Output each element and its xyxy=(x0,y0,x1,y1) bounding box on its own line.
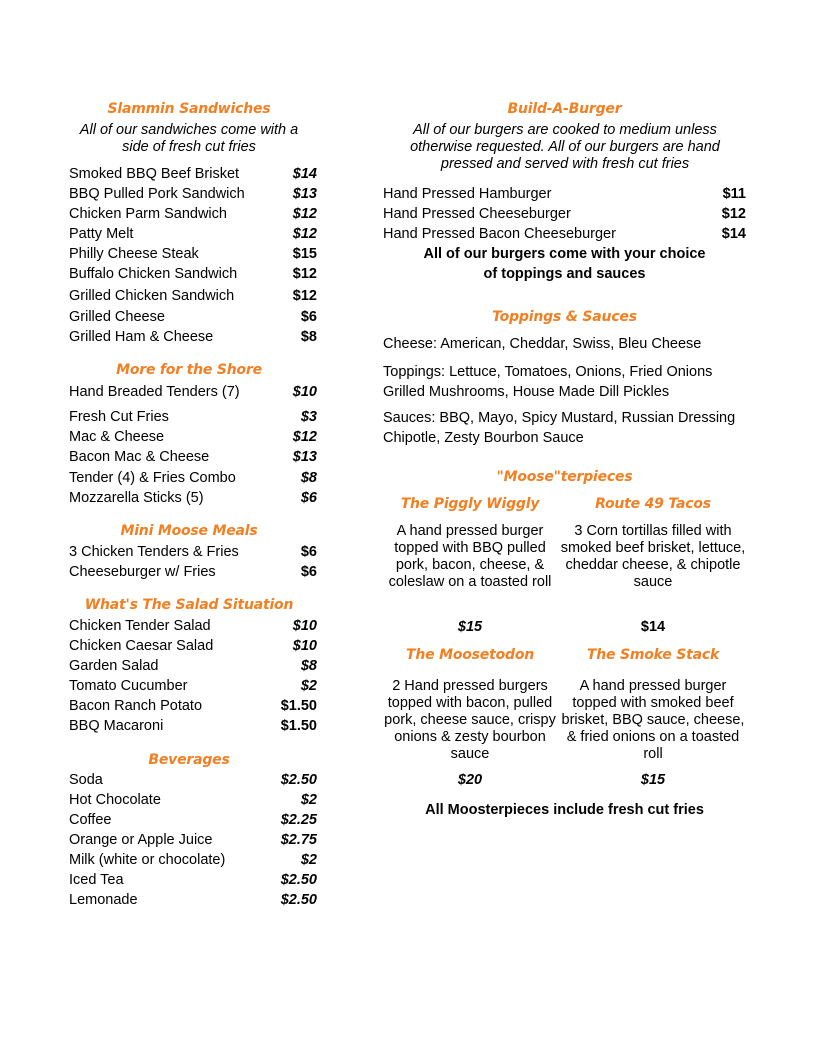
menu-item-name: BBQ Pulled Pork Sandwich xyxy=(69,186,245,202)
menu-item-price: $15 xyxy=(292,246,317,262)
menu-item-name: Orange or Apple Juice xyxy=(69,832,213,848)
special-title: The Piggly Wiggly xyxy=(400,496,540,512)
menu-item-name: Hand Breaded Tenders (7) xyxy=(69,384,240,400)
menu-item-name: Chicken Caesar Salad xyxy=(69,638,214,654)
special-description: 2 Hand pressed burgers topped with bacon, pulled pork, cheese sauce, crispy onions & zesty bourbon sauce xyxy=(384,678,556,762)
menu-item-name: Iced Tea xyxy=(69,872,124,888)
section-title-burger: Build-A-Burger xyxy=(507,101,622,117)
menu-item-name: Chicken Parm Sandwich xyxy=(69,206,227,222)
toppings-line1: Toppings: Lettuce, Tomatoes, Onions, Fried Onions xyxy=(383,364,713,380)
menu-item-name: Mozzarella Sticks (5) xyxy=(69,490,204,506)
menu-item-price: $12 xyxy=(292,206,317,222)
sauces-line2: Chipotle, Zesty Bourbon Sauce xyxy=(383,430,584,446)
menu-item-name: Buffalo Chicken Sandwich xyxy=(69,266,238,282)
menu-item-price: $6 xyxy=(300,544,317,560)
sauces-line1: Sauces: BBQ, Mayo, Spicy Mustard, Russian Dressing xyxy=(383,410,736,426)
special-description: 3 Corn tortillas filled with smoked beef brisket, lettuce, cheddar cheese, & chipotle sauce xyxy=(560,523,746,590)
special-description: A hand pressed burger topped with BBQ pulled pork, bacon, cheese, & coleslaw on a toasted roll xyxy=(388,523,552,590)
menu-item-name: 3 Chicken Tenders & Fries xyxy=(69,544,239,560)
special-price: $14 xyxy=(640,619,666,635)
menu-item-name: Tender (4) & Fries Combo xyxy=(69,470,236,486)
section-title-sandwiches: Slammin Sandwiches xyxy=(107,101,271,117)
section-title-beverages: Beverages xyxy=(148,752,230,768)
menu-item-name: Grilled Chicken Sandwich xyxy=(69,288,235,304)
menu-item-name: Smoked BBQ Beef Brisket xyxy=(69,166,240,182)
menu-item-name: Hand Pressed Hamburger xyxy=(383,186,552,202)
menu-item-price: $6 xyxy=(300,564,317,580)
menu-item-name: Garden Salad xyxy=(69,658,159,674)
menu-item-name: Grilled Cheese xyxy=(69,309,165,325)
menu-item-price: $2.50 xyxy=(280,892,317,908)
menu-item-price: $8 xyxy=(300,658,317,674)
menu-item-price: $2 xyxy=(300,792,317,808)
menu-item-price: $12 xyxy=(721,206,746,222)
menu-item-price: $8 xyxy=(300,329,317,345)
section-title-toppings: Toppings & Sauces xyxy=(492,309,637,325)
menu-item-name: Milk (white or chocolate) xyxy=(69,852,226,868)
special-title: The Smoke Stack xyxy=(586,647,720,663)
menu-item-name: Mac & Cheese xyxy=(69,429,165,445)
menu-item-name: Bacon Mac & Cheese xyxy=(69,449,210,465)
menu-item-price: $6 xyxy=(300,309,317,325)
section-title-salad: What's The Salad Situation xyxy=(84,597,294,613)
menu-item-name: BBQ Macaroni xyxy=(69,718,164,734)
sandwiches-note: All of our sandwiches come with a side of fresh cut fries xyxy=(79,122,299,155)
menu-item-price: $10 xyxy=(292,638,317,654)
menu-item-price: $2.50 xyxy=(280,872,317,888)
menu-item-price: $12 xyxy=(292,429,317,445)
menu-item-price: $11 xyxy=(722,186,746,202)
burger-choice-line2: of toppings and sauces xyxy=(483,266,646,282)
menu-item-name: Hot Chocolate xyxy=(69,792,161,808)
special-price: $20 xyxy=(457,772,483,788)
menu-item-price: $8 xyxy=(300,470,317,486)
moosterpieces-footer: All Moosterpieces include fresh cut fries xyxy=(425,802,704,818)
menu-item-price: $6 xyxy=(300,490,317,506)
menu-item-name: Soda xyxy=(69,772,103,788)
toppings-line2: Grilled Mushrooms, House Made Dill Pickles xyxy=(383,384,670,400)
menu-item-price: $1.50 xyxy=(280,698,317,714)
menu-item-price: $14 xyxy=(721,226,746,242)
special-title: Route 49 Tacos xyxy=(595,496,711,512)
menu-item-name: Bacon Ranch Potato xyxy=(69,698,203,714)
menu-item-name: Philly Cheese Steak xyxy=(69,246,199,262)
menu-item-price: $12 xyxy=(292,266,317,282)
cheese-options: Cheese: American, Cheddar, Swiss, Bleu Cheese xyxy=(383,336,702,352)
menu-item-name: Cheeseburger w/ Fries xyxy=(69,564,216,580)
menu-item-price: $10 xyxy=(292,384,317,400)
menu-item-price: $13 xyxy=(292,449,317,465)
menu-item-name: Hand Pressed Bacon Cheeseburger xyxy=(383,226,616,242)
menu-item-name: Grilled Ham & Cheese xyxy=(69,329,214,345)
special-description: A hand pressed burger topped with smoked beef brisket, BBQ sauce, cheese, & fried onions on a toasted roll xyxy=(561,678,745,762)
menu-item-name: Lemonade xyxy=(69,892,138,908)
burger-choice-line1: All of our burgers come with your choice xyxy=(423,246,706,262)
menu-item-price: $2.75 xyxy=(280,832,317,848)
section-title-mini: Mini Moose Meals xyxy=(120,523,258,539)
menu-item-name: Hand Pressed Cheeseburger xyxy=(383,206,571,222)
special-price: $15 xyxy=(640,772,666,788)
menu-item-price: $13 xyxy=(292,186,317,202)
menu-item-price: $2.50 xyxy=(280,772,317,788)
section-title-shore: More for the Shore xyxy=(116,362,262,378)
menu-item-price: $12 xyxy=(292,226,317,242)
menu-item-price: $3 xyxy=(300,409,317,425)
section-title-moose: "Moose"terpieces xyxy=(496,469,633,485)
special-price: $15 xyxy=(457,619,483,635)
menu-item-name: Coffee xyxy=(69,812,112,828)
special-title: The Moosetodon xyxy=(406,647,534,663)
menu-item-price: $10 xyxy=(292,618,317,634)
burger-note: All of our burgers are cooked to medium unless otherwise requested. All of our burgers are hand pressed and served with fresh cut fries xyxy=(410,122,720,172)
menu-item-name: Fresh Cut Fries xyxy=(69,409,169,425)
menu-item-name: Chicken Tender Salad xyxy=(69,618,211,634)
menu-item-name: Tomato Cucumber xyxy=(69,678,188,694)
menu-item-price: $2 xyxy=(300,678,317,694)
menu-item-name: Patty Melt xyxy=(69,226,134,242)
menu-item-price: $14 xyxy=(292,166,317,182)
menu-item-price: $2.25 xyxy=(280,812,317,828)
menu-item-price: $1.50 xyxy=(280,718,317,734)
menu-item-price: $2 xyxy=(300,852,317,868)
menu-item-price: $12 xyxy=(292,288,317,304)
